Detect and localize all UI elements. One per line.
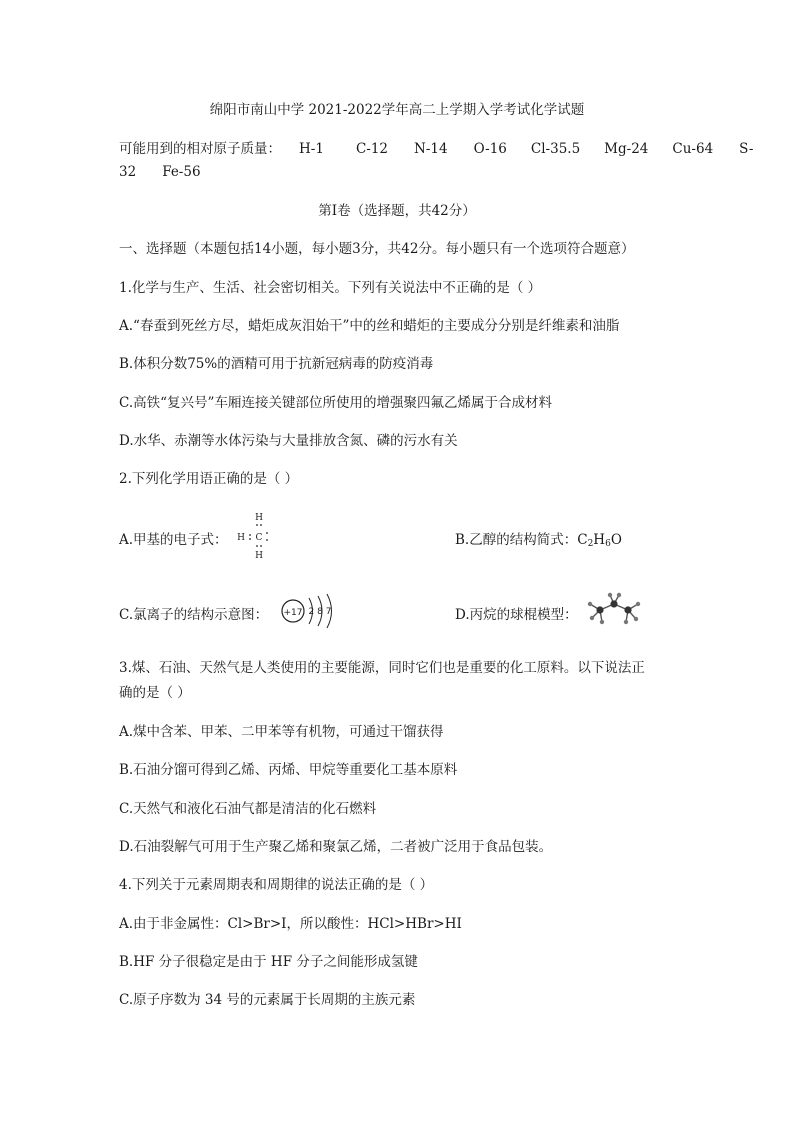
q3-stem-line2: 确的是（ ）	[119, 685, 191, 701]
methyl-electron-formula-figure	[230, 510, 280, 560]
q3-option-d: D.石油裂解气可用于生产聚乙烯和聚氯乙烯，二者被广泛用于食品包装。	[119, 839, 553, 855]
carbon-atoms	[596, 600, 631, 613]
exam-title: 绵阳市南山中学 2021-2022学年高二上学期入学考试化学试题	[209, 102, 585, 118]
q1-option-d: D.水华、赤潮等水体污染与大量排放含氮、磷的污水有关	[119, 433, 458, 449]
atomic-masses-continued	[119, 163, 201, 181]
q1-stem: 1.化学与生产、生活、社会密切相关。下列有关说法中不正确的是（ ）	[119, 280, 542, 296]
chloride-ion-structure-figure	[276, 592, 340, 632]
q2-stem: 2.下列化学用语正确的是（ ）	[119, 471, 299, 487]
mass-item: N-14	[414, 141, 448, 157]
q4-option-b: B.HF 分子很稳定是由于 HF 分子之间能形成氢键	[119, 954, 418, 970]
mass-item: 32	[119, 164, 137, 180]
q2-option-b-label: B.乙醇的结构简式：	[455, 532, 578, 548]
q3-option-c: C.天然气和液化石油气都是清洁的化石燃料	[119, 801, 377, 817]
nucleus-charge: +17	[283, 608, 303, 618]
mass-item: Fe-56	[162, 164, 201, 180]
q4-option-c: C.原子序数为 34 号的元素属于长周期的主族元素	[119, 992, 416, 1008]
mass-item: Cu-64	[672, 141, 714, 157]
q2-option-b	[455, 528, 622, 549]
mass-item: O-16	[473, 141, 507, 157]
part-title: 第Ⅰ卷（选择题，共42分）	[318, 203, 476, 219]
electron-formula-bottom-h: H	[255, 551, 263, 560]
q2-option-a-label: A.甲基的电子式：	[119, 532, 228, 548]
atomic-masses-label: 可能用到的相对原子质量：	[119, 141, 281, 157]
mass-item: Cl-35.5	[530, 141, 581, 157]
q1-option-a: A.“春蚕到死丝方尽，蜡炬成灰泪始干”中的丝和蜡炬的主要成分分别是纤维素和油脂	[119, 318, 620, 334]
q3-stem-line1: 3.煤、石油、天然气是人类使用的主要能源，同时它们也是重要的化工原料。以下说法正	[119, 660, 645, 676]
q2-option-c-label: C.氯离子的结构示意图：	[119, 607, 269, 623]
mass-item: S-	[739, 141, 754, 157]
section-title: 一、选择题（本题包括14小题，每小题3分，共42分。每小题只有一个选项符合题意）	[119, 241, 635, 257]
q3-option-a: A.煤中含苯、甲苯、二甲苯等有机物，可通过干馏获得	[119, 724, 444, 740]
q1-option-b: B.体积分数75%的酒精可用于抗新冠病毒的防疫消毒	[119, 356, 434, 372]
q3-option-b: B.石油分馏可得到乙烯、丙烯、甲烷等重要化工基本原料	[119, 762, 458, 778]
ethanol-formula: $C_2H_6O$	[577, 532, 622, 549]
q1-option-c: C.高铁“复兴号”车厢连接关键部位所使用的增强聚四氟乙烯属于合成材料	[119, 395, 552, 411]
electron-formula-top-h: H	[255, 513, 263, 523]
q4-option-a: A.由于非金属性：Cl>Br>I，所以酸性：HCl>HBr>HI	[119, 916, 462, 932]
atomic-masses-line	[119, 140, 753, 158]
propane-ball-stick-figure	[582, 592, 644, 630]
q2-option-d-label: D.丙烷的球棍模型：	[455, 607, 578, 623]
mass-item: C-12	[355, 141, 389, 157]
q4-stem: 4.下列关于元素周期表和周期律的说法正确的是（ ）	[119, 877, 434, 893]
mass-item: H-1	[299, 141, 324, 157]
shell-electron-counts: 2 8 7	[308, 607, 332, 617]
hydrogen-atoms	[588, 593, 640, 624]
mass-item: Mg-24	[604, 141, 649, 157]
electron-formula-left-h: H	[237, 533, 245, 543]
electron-formula-carbon: C	[255, 533, 263, 543]
